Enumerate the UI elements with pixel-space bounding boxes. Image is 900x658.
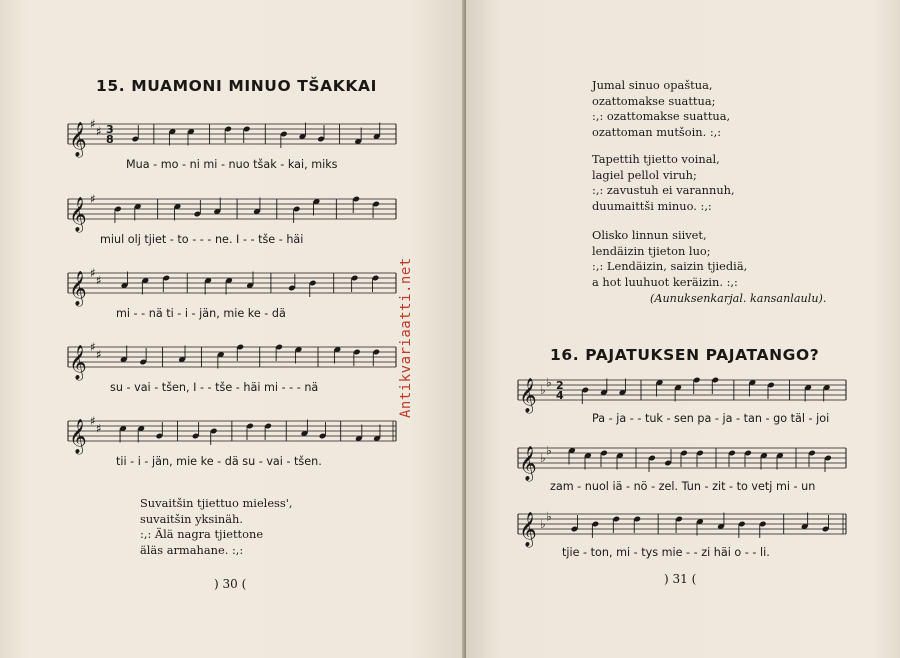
lyric-line-15-4: su - vai - tšen, I - - tše - häi mi - - - nä — [110, 381, 319, 394]
sharp-sign: ♯ — [90, 267, 96, 280]
flat-sign: ♭ — [540, 517, 546, 531]
song-title-16: 16. PAJATUKSEN PAJATANGO? — [550, 346, 820, 364]
right-page — [466, 0, 900, 658]
page-number-30: ) 30 ( — [214, 577, 247, 591]
sharp-sign: ♯ — [90, 193, 96, 206]
verse-block-3 — [592, 228, 747, 290]
verse-block-1 — [592, 78, 730, 140]
verse-block-2 — [592, 152, 735, 214]
time-signature-bottom: 8 — [106, 133, 114, 146]
music-staff-15-1 — [64, 118, 400, 162]
sharp-sign: ♯ — [90, 341, 96, 354]
lyric-line-15-5: tii - i - jän, mie ke - dä su - vai - tšen. — [116, 455, 322, 468]
treble-clef: 𝄞 — [69, 197, 87, 232]
sharp-sign: ♯ — [96, 347, 102, 362]
watermark-stamp — [398, 248, 416, 418]
verse-line: äläs armahane. :,: — [140, 542, 244, 557]
flat-sign: ♭ — [546, 443, 552, 458]
sharp-sign: ♯ — [96, 124, 102, 139]
lyric-line-15-1: Mua - mo - ni mi - nuo tšak - kai, miks — [126, 158, 338, 171]
flat-sign: ♭ — [546, 509, 552, 524]
lyric-line-16-1: Pa - ja - - tuk - sen pa - ja - tan - go täl - joi — [592, 412, 830, 425]
treble-clef: 𝄞 — [519, 446, 537, 481]
treble-clef: 𝄞 — [519, 378, 537, 413]
watermark-text: Antikvariaatti.net — [398, 257, 414, 418]
time-signature-bottom: 4 — [556, 389, 564, 402]
lyric-line-16-3: tjie - ton, mi - tys mie - - zi häi o - - li. — [562, 546, 770, 559]
verse-line: ozattomakse suattua; — [592, 93, 716, 108]
lyric-line-15-2: miul olj tjiet - to - - - ne. I - - tše - häi — [100, 233, 304, 246]
treble-clef: 𝄞 — [69, 345, 87, 380]
time-signature-top: 3 — [106, 123, 114, 136]
song-source: (Aunuksenkarjal. kansanlaulu). — [650, 292, 827, 305]
verse-15 — [140, 496, 293, 558]
verse-line: Jumal sinuo opaštua, — [592, 78, 713, 92]
treble-clef: 𝄞 — [519, 512, 537, 547]
sharp-sign: ♯ — [96, 421, 102, 436]
sharp-sign: ♯ — [96, 273, 102, 288]
verse-line: ozattoman mutšoin. :,: — [592, 124, 722, 139]
verse-line: duumaittši minuo. :,: — [592, 198, 712, 213]
treble-clef: 𝄞 — [69, 419, 87, 454]
page-number-31: ) 31 ( — [664, 572, 697, 586]
music-staff-15-3 — [64, 267, 400, 311]
music-staff-15-4 — [64, 341, 400, 385]
sharp-sign: ♯ — [90, 118, 96, 131]
verse-line: a hot luuhuot keräizin. :,: — [592, 274, 738, 289]
verse-line: :,: zavustuh ei varannuh, — [592, 183, 735, 198]
flat-sign: ♭ — [546, 375, 552, 390]
time-signature-top: 2 — [556, 379, 564, 392]
lyric-line-16-2: zam - nuol iä - nö - zel. Tun - zit - to vetj mi - un — [550, 480, 816, 493]
verse-line: Suvaitšin tjiettuo mieless', — [140, 496, 293, 510]
verse-line: suvaitšin yksinäh. — [140, 511, 243, 526]
verse-line: lagiel pellol viruh; — [592, 167, 697, 182]
treble-clef: 𝄞 — [69, 122, 87, 157]
music-staff-15-5 — [64, 415, 400, 459]
lyric-line-15-3: mi - - nä ti - i - jän, mie ke - dä — [116, 307, 286, 320]
flat-sign: ♭ — [540, 451, 546, 465]
sharp-sign: ♯ — [90, 415, 96, 428]
verse-line: :,: Älä nagra tjiettone — [140, 527, 264, 542]
verse-line: :,: Lendäizin, saizin tjiediä, — [592, 259, 748, 274]
verse-line: lendäizin tjieton luo; — [592, 243, 711, 258]
verse-line: Tapettih tjietto voinal, — [592, 152, 720, 166]
verse-line: Olisko linnun siivet, — [592, 228, 707, 242]
music-staff-15-2 — [64, 193, 400, 237]
song-title-15: 15. MUAMONI MINUO TŠAKKAI — [96, 77, 377, 95]
flat-sign: ♭ — [540, 383, 546, 397]
verse-line: :,: ozattomakse suattua, — [592, 109, 731, 124]
treble-clef: 𝄞 — [69, 271, 87, 306]
